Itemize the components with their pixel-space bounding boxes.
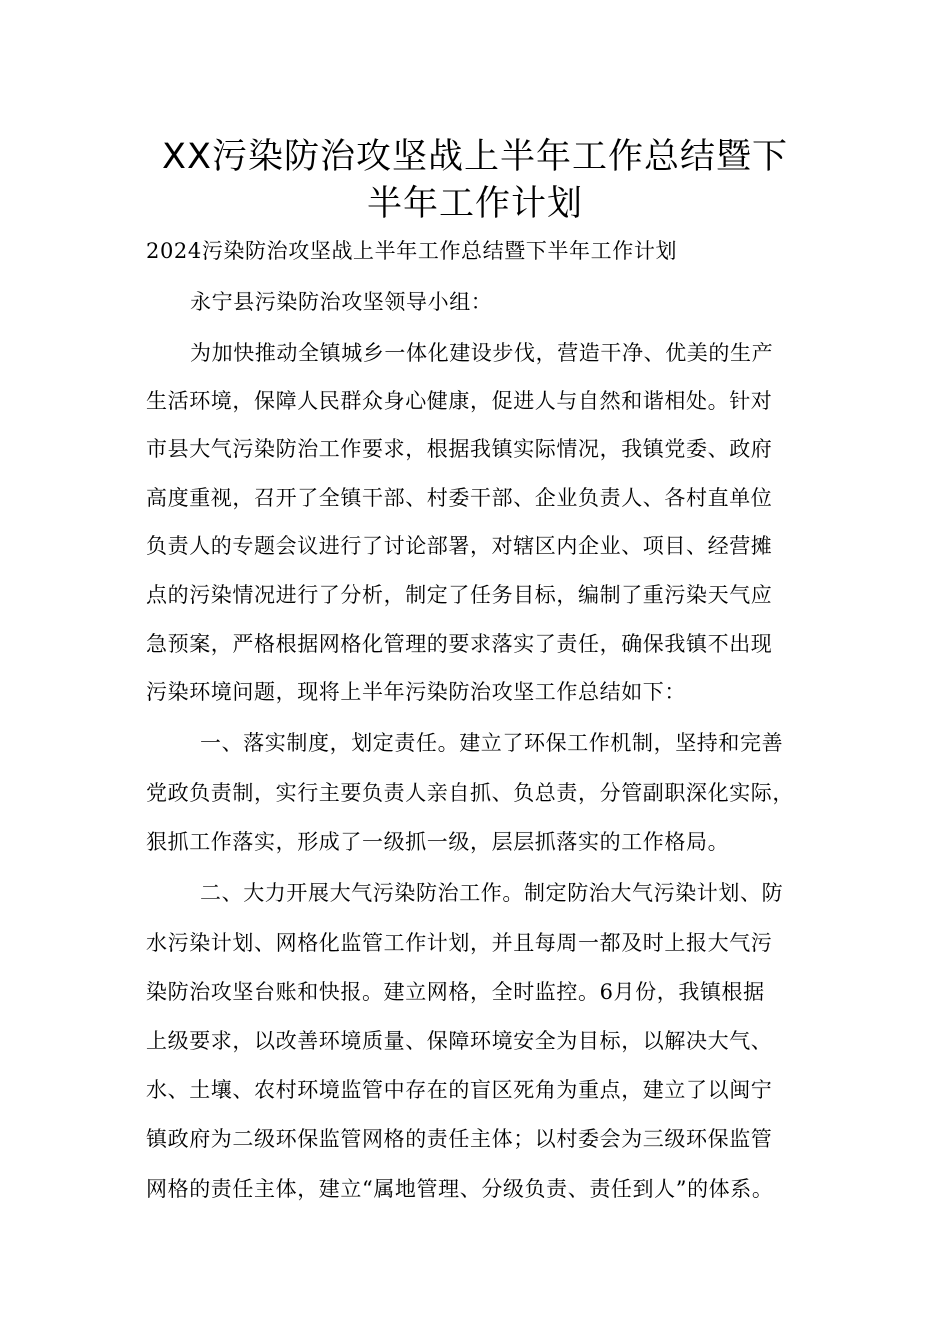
section-2-line: 水污染计划、网格化监管工作计划，并且每周一都及时上报大气污 <box>146 931 773 955</box>
section-2-line: 上级要求，以改善环境质量、保障环境安全为目标，以解决大气、 <box>146 1029 773 1053</box>
paragraph-1-line: 市县大气污染防治工作要求，根据我镇实际情况，我镇党委、政府 <box>146 437 773 461</box>
document-title-line-2: 半年工作计划 <box>366 184 583 224</box>
paragraph-1-line: 负责人的专题会议进行了讨论部署，对辖区内企业、项目、经营摊 <box>146 534 773 558</box>
section-2-line: 水、土壤、农村环境监管中存在的盲区死角为重点，建立了以闽宁 <box>146 1078 773 1102</box>
paragraph-1-line: 点的污染情况进行了分析，制定了任务目标，编制了重污染天气应 <box>146 583 773 607</box>
section-2-line: 二、大力开展大气污染防治工作。制定防治大气污染计划、防 <box>200 881 784 905</box>
paragraph-1-line: 为加快推动全镇城乡一体化建设步伐，营造干净、优美的生产 <box>190 341 774 365</box>
paragraph-1-line: 急预案，严格根据网格化管理的要求落实了责任，确保我镇不出现 <box>146 632 773 656</box>
section-2-line: 镇政府为二级环保监管网格的责任主体；以村委会为三级环保监管 <box>146 1127 773 1151</box>
paragraph-1-line: 高度重视，召开了全镇干部、村委干部、企业负责人、各村直单位 <box>146 486 773 510</box>
section-1-line: 一、落实制度，划定责任。建立了环保工作机制，坚持和完善 <box>200 731 784 755</box>
document-subtitle: 2024污染防治攻坚战上半年工作总结暨下半年工作计划 <box>146 239 678 263</box>
document-title-line-1: XX污染防治攻坚战上半年工作总结暨下 <box>162 137 788 177</box>
paragraph-1-line: 生活环境，保障人民群众身心健康，促进人与自然和谐相处。针对 <box>146 389 773 413</box>
section-1-line: 党政负责制，实行主要负责人亲自抓、负总责，分管副职深化实际， <box>146 781 794 805</box>
paragraph-1-line: 污染环境问题，现将上半年污染防治攻坚工作总结如下： <box>146 680 686 704</box>
section-2-line: 染防治攻坚台账和快报。建立网格，全时监控。6月份，我镇根据 <box>146 980 765 1004</box>
section-1-line: 狠抓工作落实，形成了一级抓一级，层层抓落实的工作格局。 <box>146 830 730 854</box>
addressee: 永宁县污染防治攻坚领导小组： <box>190 290 493 314</box>
section-2-line: 网格的责任主体，建立“属地管理、分级负责、责任到人”的体系。 <box>146 1177 774 1201</box>
